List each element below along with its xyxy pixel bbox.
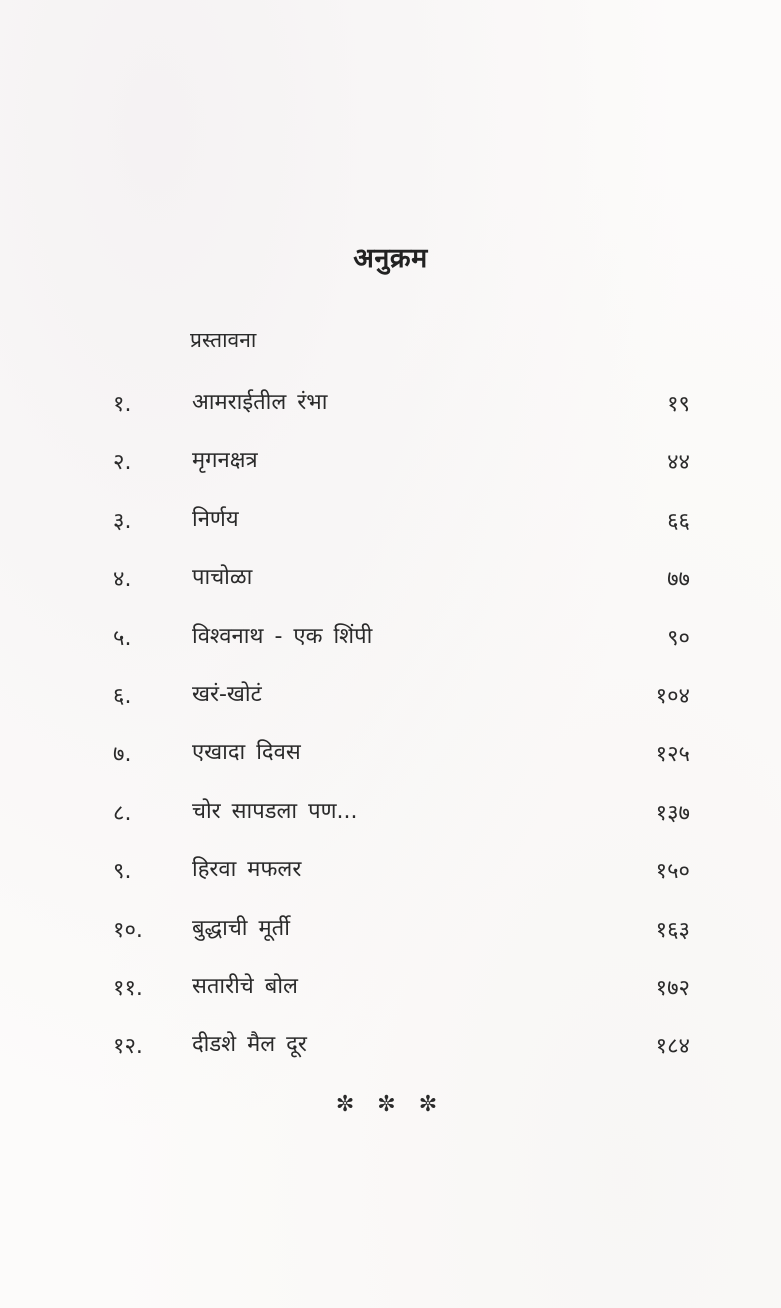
entry-title: बुद्धाची मूर्ती xyxy=(192,915,290,941)
entry-page-number: १७२ xyxy=(655,975,690,1001)
entry-number: ५. xyxy=(113,625,132,651)
toc-entry xyxy=(0,847,781,905)
entry-page-number: १३७ xyxy=(655,800,690,826)
ornament-divider: ✼ ✼ ✼ xyxy=(335,1092,446,1117)
toc-entry xyxy=(0,438,781,496)
toc-entry xyxy=(0,614,781,672)
toc-entry xyxy=(0,906,781,964)
entry-number: १. xyxy=(113,392,132,417)
entry-number: ६. xyxy=(113,683,132,709)
entry-page-number: १९ xyxy=(667,392,690,417)
entry-page-number: ७७ xyxy=(667,567,690,593)
entry-page-number: १२५ xyxy=(655,742,690,768)
toc-entry xyxy=(0,964,781,1022)
toc-entry xyxy=(0,555,781,613)
entry-title: चोर सापडला पण... xyxy=(192,798,358,824)
toc-entry xyxy=(0,497,781,555)
entry-title: हिरवा मफलर xyxy=(192,857,302,883)
entry-number: १०. xyxy=(113,917,143,943)
entry-number: २. xyxy=(113,450,132,476)
entry-title: मृगनक्षत्र xyxy=(192,448,258,474)
entry-title: निर्णय xyxy=(192,506,239,532)
entry-number: १२. xyxy=(113,1034,143,1060)
entry-number: ७. xyxy=(113,742,132,768)
preface-entry: प्रस्तावना xyxy=(190,328,257,352)
toc-entry xyxy=(0,789,781,847)
entry-title: पाचोळा xyxy=(192,565,253,591)
page-title: अनुक्रम xyxy=(353,243,428,274)
entry-number: ८. xyxy=(113,800,132,826)
entry-page-number: १०४ xyxy=(655,683,690,709)
toc-entry xyxy=(0,1022,781,1080)
entry-title: एखादा दिवस xyxy=(192,740,301,766)
entry-number: ११. xyxy=(113,975,143,1001)
table-of-contents xyxy=(0,380,781,1081)
entry-page-number: ९० xyxy=(667,625,690,651)
entry-title: सतारीचे बोल xyxy=(192,973,298,999)
entry-title: दीडशे मैल दूर xyxy=(192,1032,307,1058)
entry-number: ४. xyxy=(113,567,132,593)
entry-page-number: १५० xyxy=(655,859,690,885)
entry-page-number: ४४ xyxy=(667,450,690,476)
toc-entry xyxy=(0,672,781,730)
entry-page-number: १८४ xyxy=(655,1034,690,1060)
toc-entry xyxy=(0,380,781,438)
entry-title: आमराईतील रंभा xyxy=(192,390,328,415)
entry-page-number: ६६ xyxy=(667,508,690,534)
entry-number: ३. xyxy=(113,508,132,534)
entry-page-number: १६३ xyxy=(655,917,690,943)
entry-number: ९. xyxy=(113,859,132,885)
entry-title: विश्वनाथ - एक शिंपी xyxy=(192,623,373,649)
entry-title: खरं-खोटं xyxy=(192,681,262,707)
toc-entry xyxy=(0,730,781,788)
